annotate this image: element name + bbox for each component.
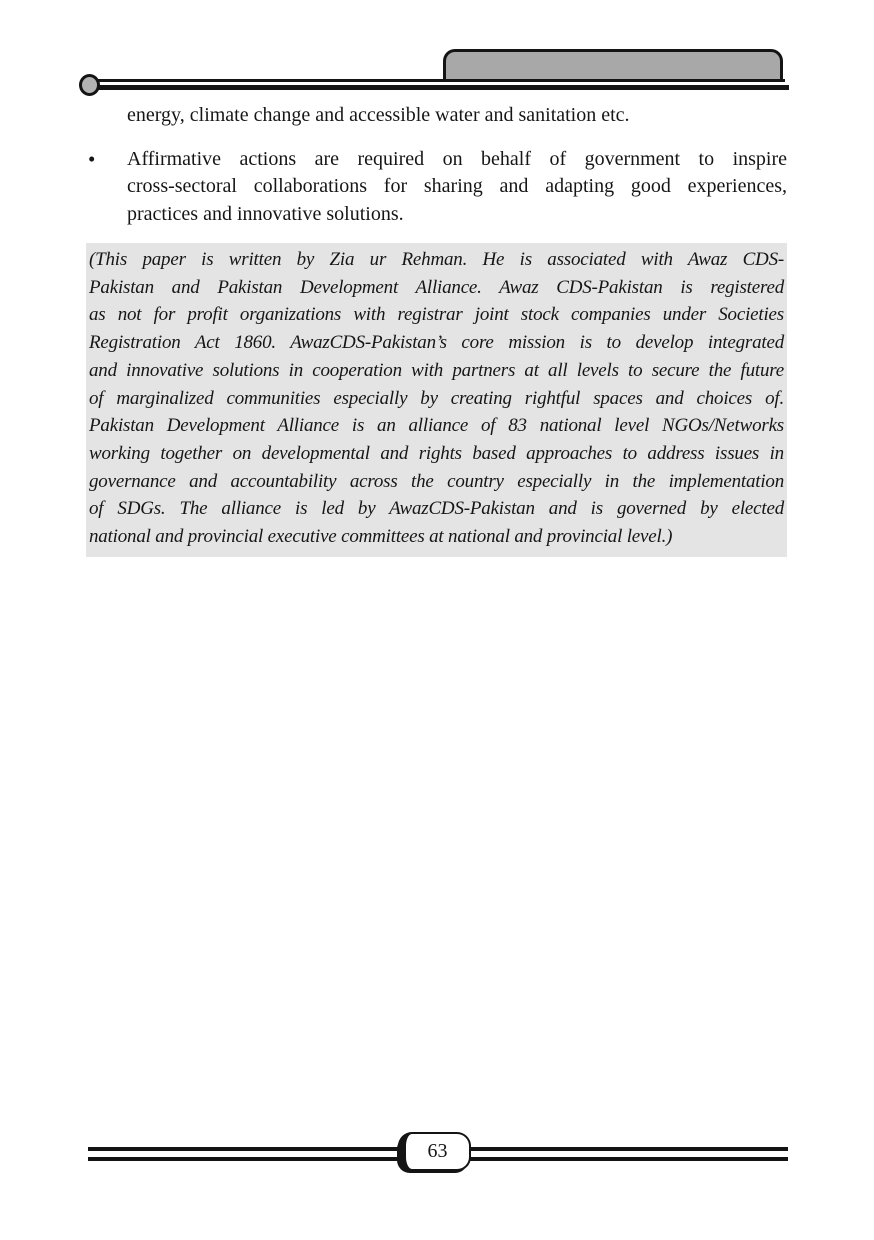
- header-tab-ornament: [443, 49, 783, 79]
- bullet-line: Affirmative actions are required on behalf of government to inspire: [127, 148, 787, 170]
- note-line: national and provincial executive committees at national and provincial level.): [89, 526, 673, 548]
- author-note-box: [86, 243, 787, 557]
- note-line: working together on developmental and rights based approaches to address issues in: [89, 442, 784, 464]
- header-rule-top: [97, 79, 785, 82]
- bullet-line: cross-sectoral collaborations for sharing and adapting good experiences,: [127, 175, 787, 198]
- note-line: as not for profit organizations with registrar joint stock companies under Societies: [89, 304, 784, 326]
- bullet-marker: •: [88, 147, 96, 171]
- note-line: and innovative solutions in cooperation with partners at all levels to secure the future: [89, 359, 784, 381]
- bullet-line: practices and innovative solutions.: [127, 202, 404, 225]
- page-number: 63: [427, 1140, 448, 1162]
- note-line: Registration Act 1860. AwazCDS-Pakistan’s core mission is to develop integrated: [89, 332, 784, 354]
- header-circle-ornament: [79, 74, 100, 96]
- bullet-paragraph: [127, 146, 787, 228]
- note-line: Pakistan and Pakistan Development Alliance. Awaz CDS-Pakistan is registered: [89, 276, 784, 298]
- paragraph-continuation: energy, climate change and accessible water and sanitation etc.: [127, 104, 630, 126]
- note-line: of marginalized communities especially by creating rightful spaces and choices of.: [89, 387, 784, 409]
- header-rule-bottom: [97, 85, 789, 90]
- page-number-badge: [398, 1132, 471, 1171]
- note-line: (This paper is written by Zia ur Rehman. He is associated with Awaz CDS-: [89, 249, 784, 270]
- note-line: governance and accountability across the country especially in the implementation: [89, 470, 784, 492]
- note-line: Pakistan Development Alliance is an alliance of 83 national level NGOs/Networks: [89, 415, 784, 437]
- note-line: of SDGs. The alliance is led by AwazCDS-Pakistan and is governed by elected: [89, 498, 784, 520]
